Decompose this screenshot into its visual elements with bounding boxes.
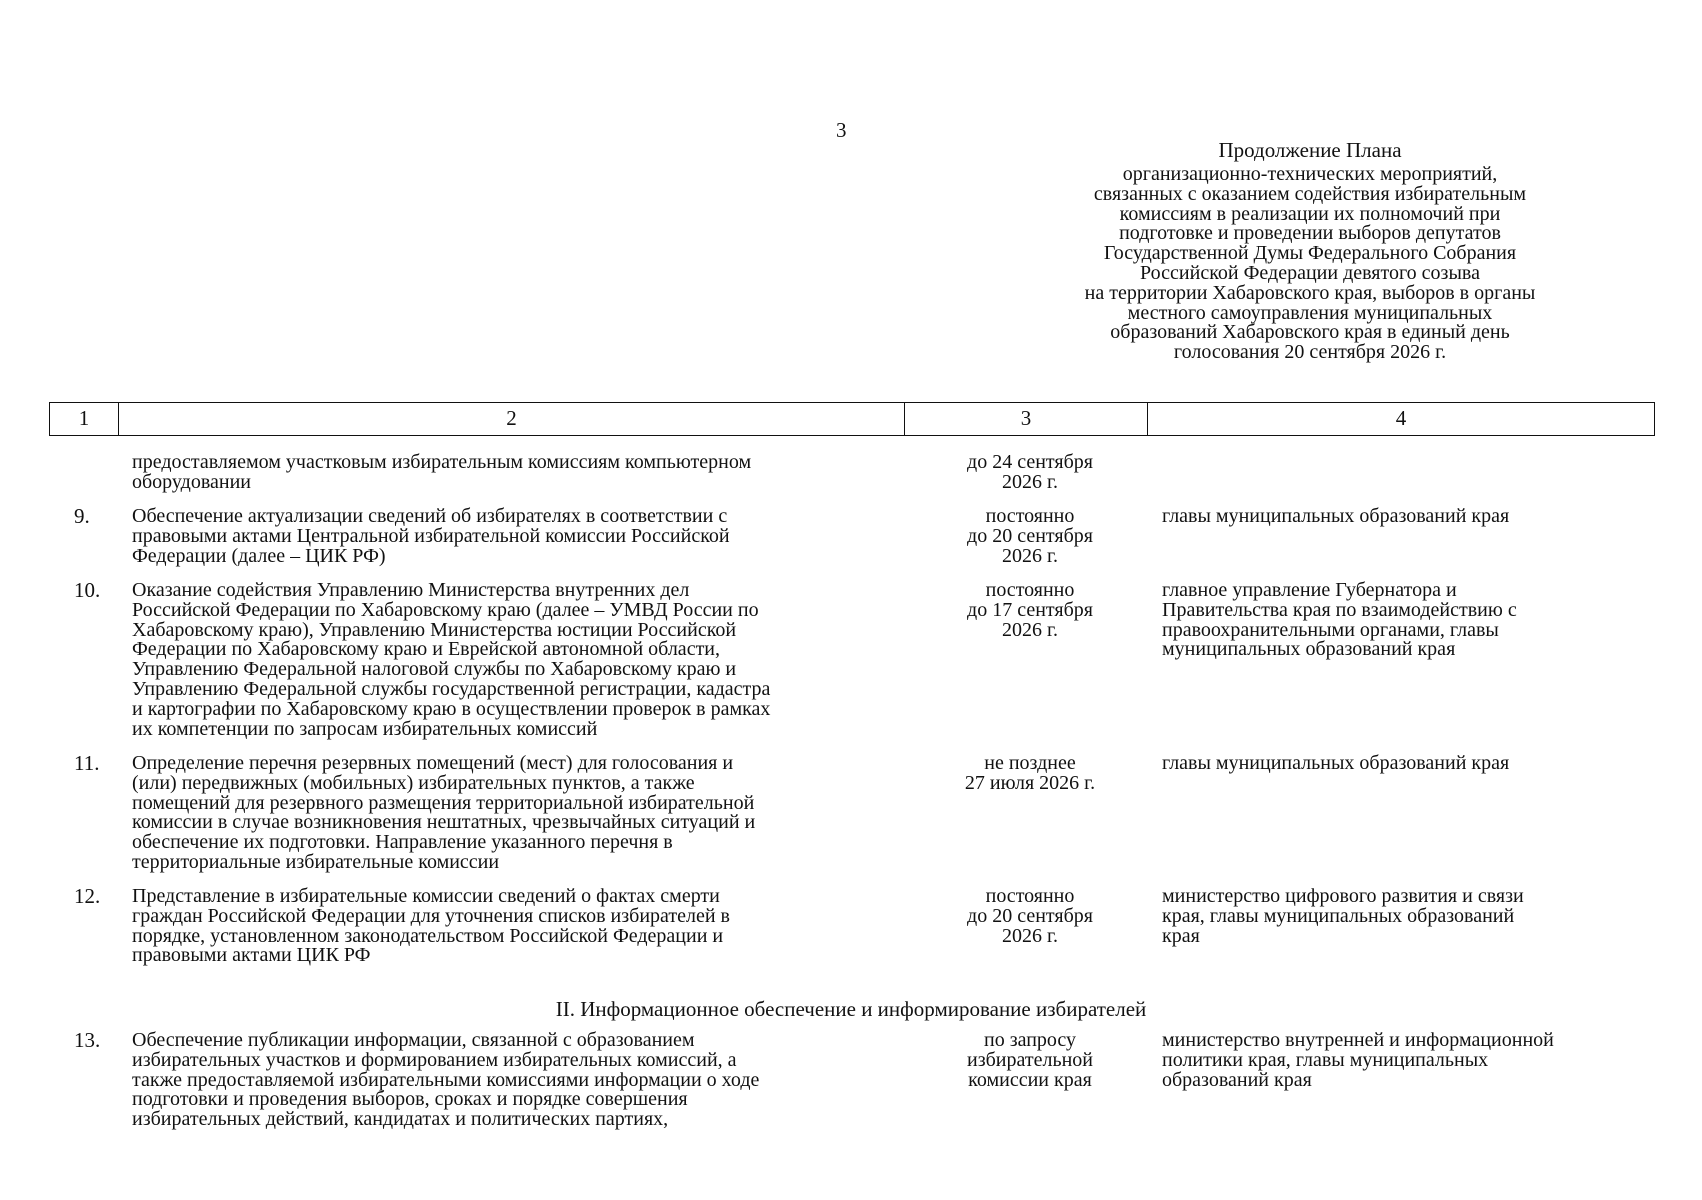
term-line: до 24 сентября xyxy=(967,451,1093,473)
resp-line: политики края, главы муниципальных xyxy=(1162,1048,1489,1071)
row-number: 10. xyxy=(74,578,101,602)
desc-line: Определение перечня резервных помещений (мест) для голосования и xyxy=(132,752,734,774)
row-deadline xyxy=(920,581,1140,640)
row-description xyxy=(132,1031,912,1130)
resp-line: края xyxy=(1162,924,1200,947)
column-number-2: 2 xyxy=(119,403,905,435)
desc-line: помещений для резервного размещения территориальной избирательной xyxy=(132,791,755,814)
desc-line: Федерации (далее – ЦИК РФ) xyxy=(132,544,386,567)
desc-line: и картографии по Хабаровскому краю в осуществлении проверок в рамках xyxy=(132,697,771,720)
resp-line: края, главы муниципальных образований xyxy=(1162,904,1515,927)
header-line: образований Хабаровского края в единый день xyxy=(1110,321,1510,344)
column-number-4: 4 xyxy=(1395,406,1407,430)
desc-line: Обеспечение публикации информации, связанной с образованием xyxy=(132,1029,695,1051)
term-line: до 17 сентября xyxy=(967,598,1093,621)
desc-line: оборудовании xyxy=(132,470,251,493)
term-line: избирательной xyxy=(967,1048,1093,1071)
row-description xyxy=(132,507,912,566)
row-deadline xyxy=(920,754,1140,794)
desc-line: их компетенции по запросам избирательных комиссий xyxy=(132,717,598,740)
term-line: 27 июля 2026 г. xyxy=(964,771,1096,794)
term-line: до 20 сентября xyxy=(967,524,1093,547)
row-responsible xyxy=(1162,754,1662,774)
term-line: 2026 г. xyxy=(1002,470,1058,493)
desc-line: избирательных участков и формированием избирательных комиссий, а xyxy=(132,1048,737,1071)
desc-line: комиссии в случае возникновения нештатных, чрезвычайных ситуаций и xyxy=(132,811,756,834)
row-description xyxy=(132,887,912,966)
term-line: 2026 г. xyxy=(1002,618,1058,641)
row-number: 13. xyxy=(74,1028,101,1052)
plan-header-block xyxy=(1000,165,1620,363)
desc-line: подготовки и проведения выборов, сроках и порядке совершения xyxy=(132,1088,688,1111)
row-number: 11. xyxy=(74,751,100,775)
term-line: постоянно xyxy=(985,885,1075,907)
row-number: 9. xyxy=(74,504,90,528)
desc-line: граждан Российской Федерации для уточнения списков избирателей в xyxy=(132,904,730,927)
header-line: Государственной Думы Федерального Собрания xyxy=(1103,242,1517,265)
term-line: комиссии края xyxy=(968,1068,1092,1091)
header-line: голосования 20 сентября 2026 г. xyxy=(1173,341,1447,364)
term-line: не позднее xyxy=(984,752,1076,774)
desc-line: Федерации по Хабаровскому краю и Еврейской автономной области, xyxy=(132,638,721,661)
resp-line: главы муниципальных образований края xyxy=(1162,505,1510,527)
resp-line: муниципальных образований края xyxy=(1162,638,1456,661)
page-number: 3 xyxy=(836,118,847,142)
header-line: на территории Хабаровского края, выборов в органы xyxy=(1084,281,1536,304)
resp-line: правоохранительными органами, главы xyxy=(1162,618,1499,641)
resp-line: Правительства края по взаимодействию с xyxy=(1162,598,1517,621)
header-line: организационно-технических мероприятий, xyxy=(1122,163,1498,185)
desc-line: Российской Федерации по Хабаровскому краю (далее – УМВД России по xyxy=(132,598,759,621)
resp-line: образований края xyxy=(1162,1068,1312,1091)
desc-line: порядке, установленном законодательством Российской Федерации и xyxy=(132,924,724,947)
row-deadline xyxy=(920,887,1140,946)
term-line: постоянно xyxy=(985,579,1075,601)
term-line: постоянно xyxy=(985,505,1075,527)
desc-line: территориальные избирательные комиссии xyxy=(132,850,500,873)
desc-line: избирательных действий, кандидатах и политических партиях, xyxy=(132,1108,669,1131)
desc-line: правовыми актами ЦИК РФ xyxy=(132,944,371,967)
row-deadline xyxy=(920,507,1140,566)
resp-line: главное управление Губернатора и xyxy=(1162,579,1457,601)
row-deadline xyxy=(920,453,1140,493)
column-number-1: 1 xyxy=(50,403,119,435)
desc-line: Представление в избирательные комиссии сведений о фактах смерти xyxy=(132,885,720,907)
resp-line: министерство внутренней и информационной xyxy=(1162,1029,1554,1051)
header-line: комиссиям в реализации их полномочий при xyxy=(1119,202,1501,225)
row-description xyxy=(132,581,912,739)
term-line: 2026 г. xyxy=(1002,924,1058,947)
desc-line: предоставляемом участковым избирательным комиссиям компьютерном xyxy=(132,451,752,473)
row-responsible xyxy=(1162,507,1662,527)
column-number-3: 3 xyxy=(905,403,1148,435)
row-responsible xyxy=(1162,887,1662,946)
row-responsible xyxy=(1162,1031,1662,1090)
term-line: до 20 сентября xyxy=(967,904,1093,927)
term-line: 2026 г. xyxy=(1002,544,1058,567)
desc-line: Управлению Федеральной службы государственной регистрации, кадастра xyxy=(132,677,771,700)
row-description xyxy=(132,754,912,873)
row-deadline xyxy=(920,1031,1140,1090)
header-line: Российской Федерации девятого созыва xyxy=(1140,261,1480,284)
table-column-header xyxy=(49,402,1655,436)
header-line: подготовке и проведении выборов депутатов xyxy=(1119,222,1501,245)
row-number: 12. xyxy=(74,884,101,908)
row-responsible xyxy=(1162,581,1662,660)
desc-line: Оказание содействия Управлению Министерства внутренних дел xyxy=(132,579,690,601)
desc-line: Обеспечение актуализации сведений об избирателях в соответствии с xyxy=(132,505,728,527)
section-title: II. Информационное обеспечение и информирование избирателей xyxy=(555,997,1147,1021)
row-description xyxy=(132,453,912,493)
plan-continuation-title: Продолжение Плана xyxy=(1218,138,1402,162)
desc-line: (или) передвижных (мобильных) избирательных пунктов, а также xyxy=(132,771,695,794)
desc-line: правовыми актами Центральной избирательной комиссии Российской xyxy=(132,524,730,547)
desc-line: обеспечение их подготовки. Направление указанного перечня в xyxy=(132,831,673,854)
header-line: местного самоуправления муниципальных xyxy=(1127,301,1493,324)
desc-line: Управлению Федеральной налоговой службы по Хабаровскому краю и xyxy=(132,658,737,681)
header-line: связанных с оказанием содействия избирательным xyxy=(1093,182,1527,205)
desc-line: Хабаровскому краю), Управлению Министерства юстиции Российской xyxy=(132,618,737,641)
desc-line: также предоставляемой избирательными комиссиями информации о ходе xyxy=(132,1068,760,1091)
resp-line: главы муниципальных образований края xyxy=(1162,752,1510,774)
term-line: по запросу xyxy=(983,1029,1077,1051)
resp-line: министерство цифрового развития и связи xyxy=(1162,885,1524,907)
